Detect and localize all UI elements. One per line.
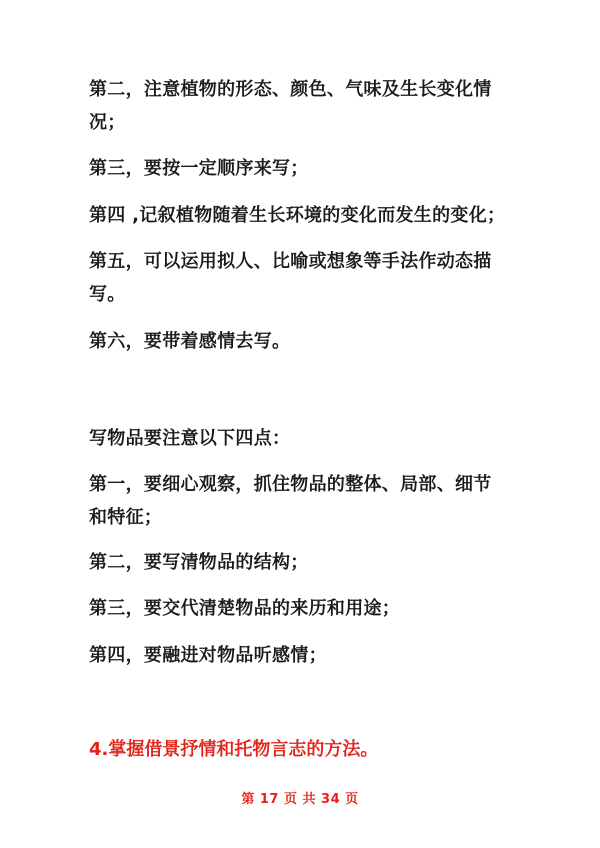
objects-item-3: 第三，要交代清楚物品的来历和用途； [89,598,401,619]
plants-item-2-line-1: 第二，注意植物的形态、颜色、气味及生长变化情 [89,79,492,100]
plants-item-4: 第四 ,记叙植物随着生长环境的变化而发生的变化； [89,205,506,226]
plants-item-5-line-1: 第五，可以运用拟人、比喻或想象等手法作动态描 [89,251,492,272]
objects-item-1-line-2: 和特征； [89,507,163,528]
page-number-footer: 第 17 页 共 34 页 [241,792,359,807]
plants-item-2-line-2: 况； [89,112,126,133]
plants-item-6: 第六，要带着感情去写。 [89,331,291,352]
objects-item-2: 第二，要写清物品的结构； [89,552,309,573]
objects-item-4: 第四，要融进对物品听感情； [89,645,327,666]
objects-intro: 写物品要注意以下四点： [89,428,291,449]
plants-item-5-line-2: 写。 [89,284,126,305]
objects-item-1-line-1: 第一，要细心观察，抓住物品的整体、局部、细节 [89,474,492,495]
plants-item-3: 第三，要按一定顺序来写； [89,158,309,179]
section-heading: 4.掌握借景抒情和托物言志的方法。 [89,739,379,760]
